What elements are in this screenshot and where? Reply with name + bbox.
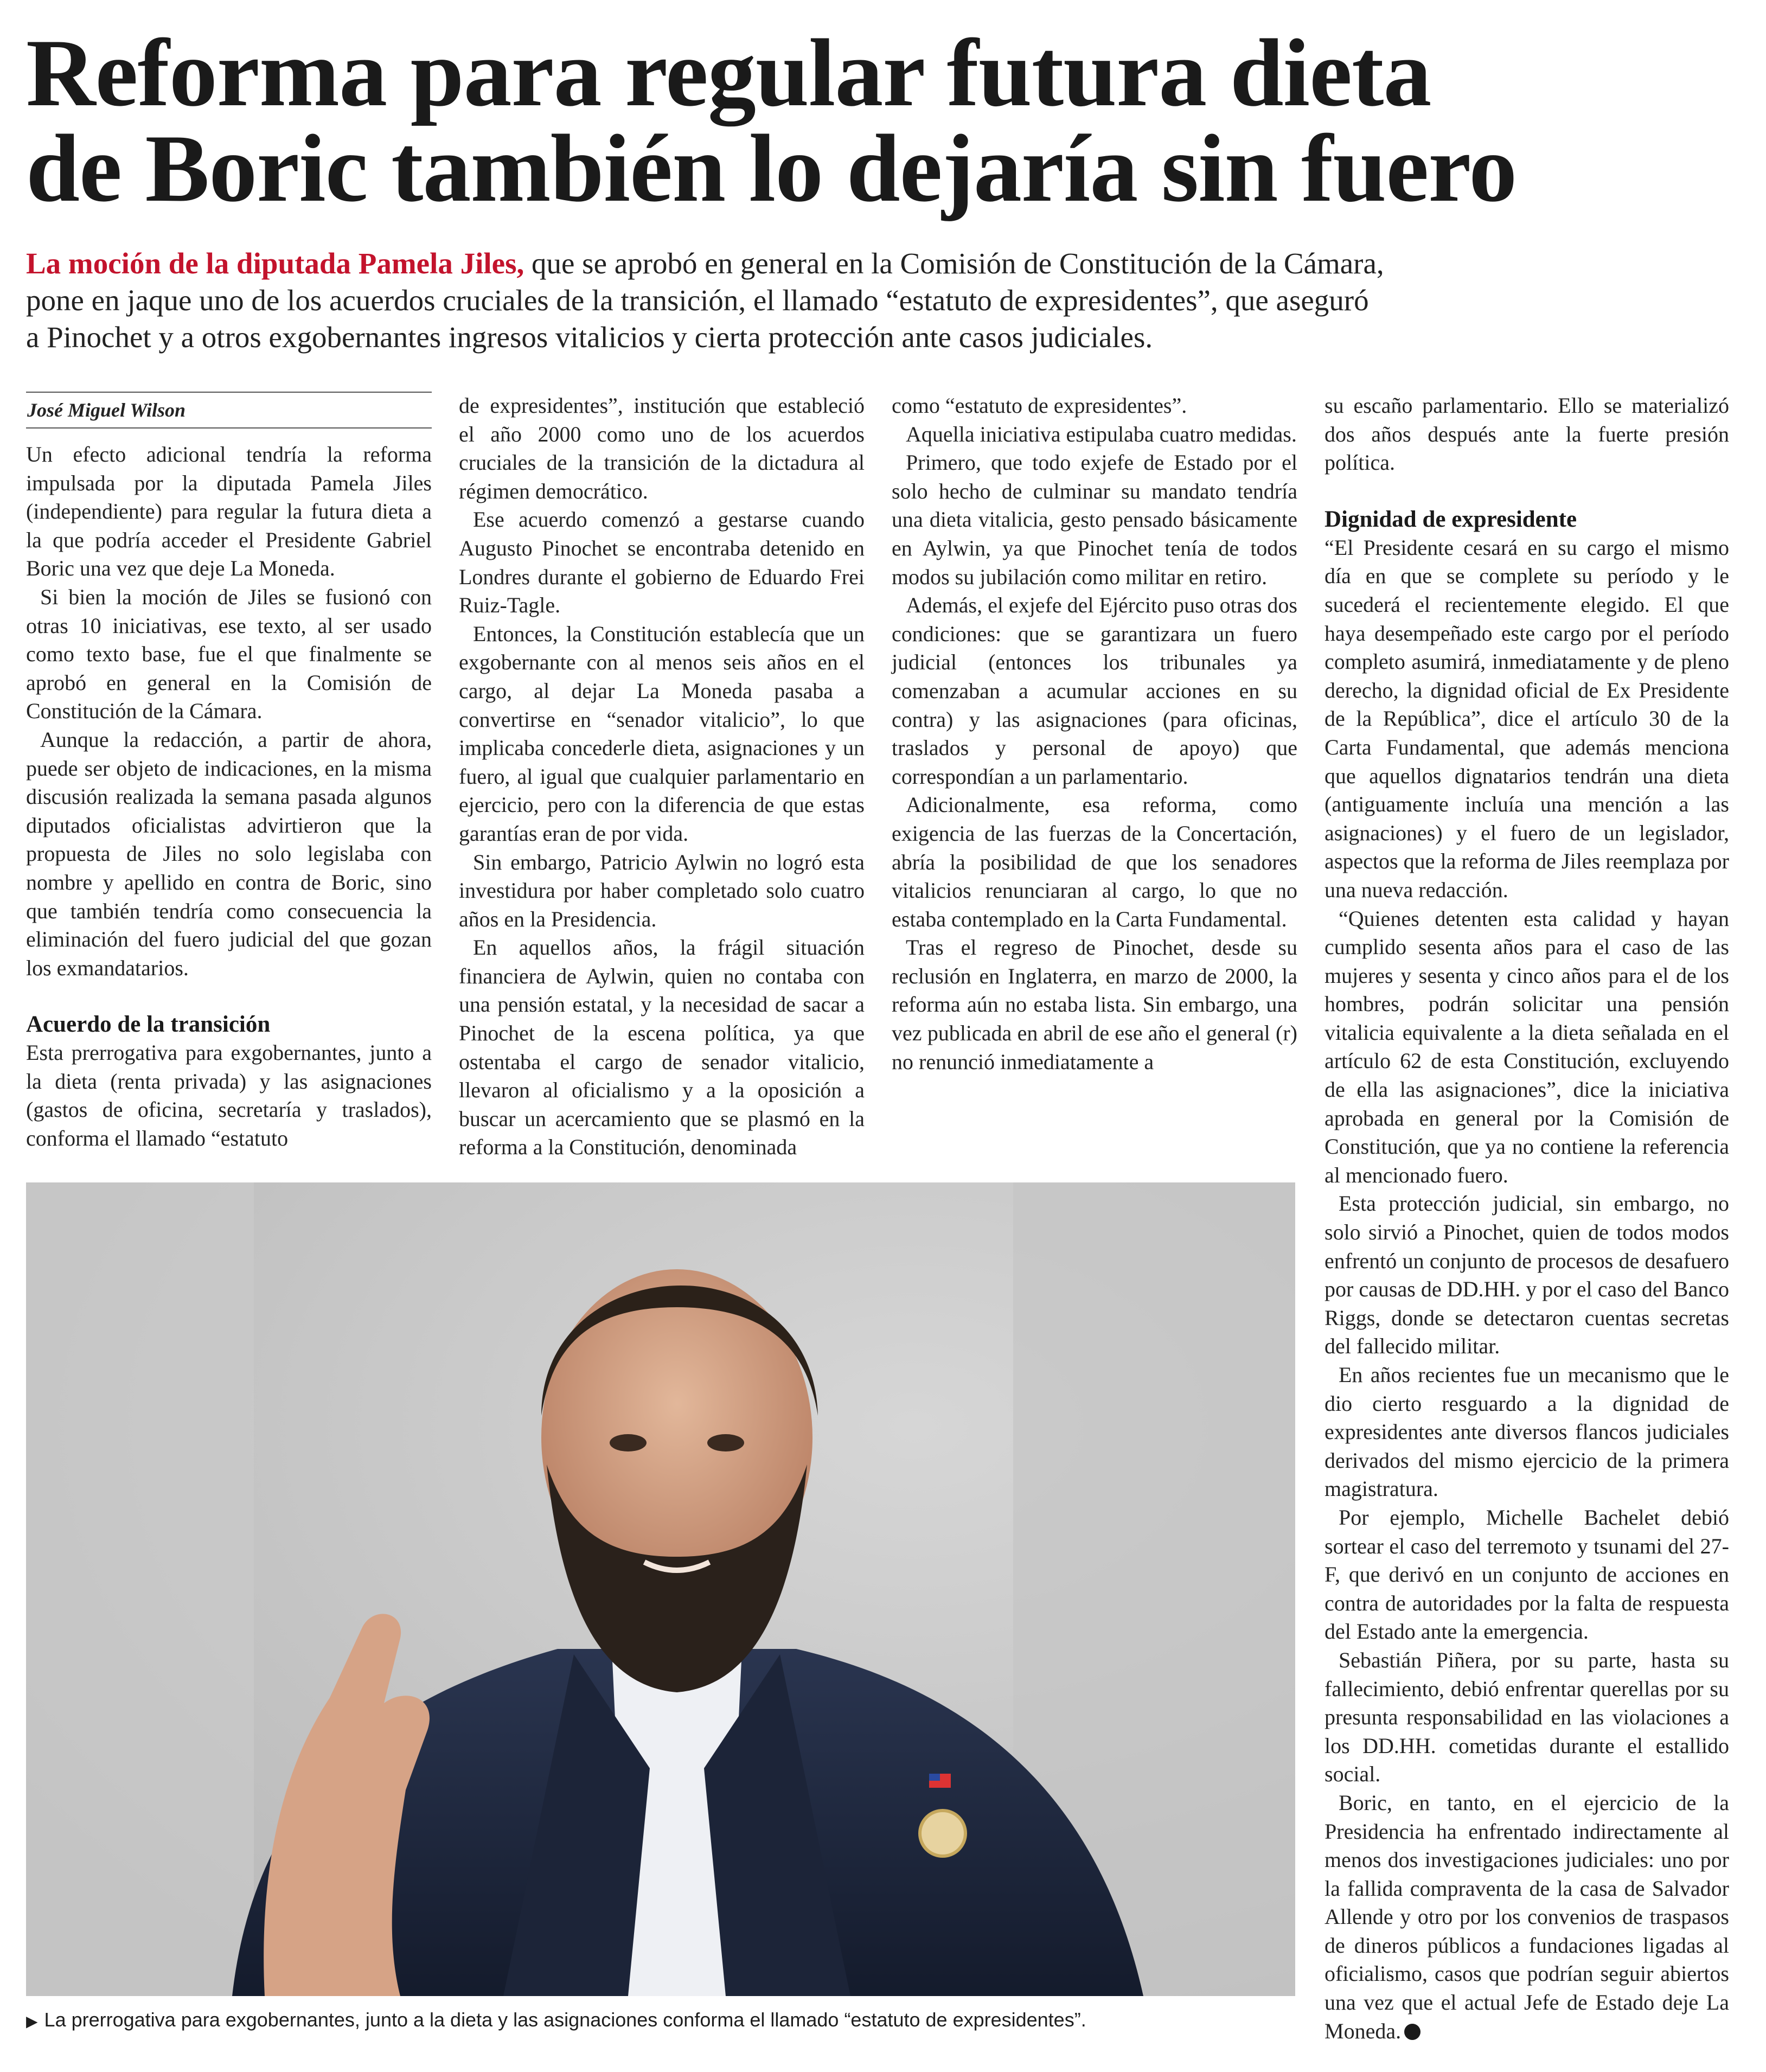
- paragraph: Aunque la redacción, a partir de ahora, puede ser objeto de indicaciones, en la misma discusión realizada la semana pasada algunos diputados oficialistas advirtieron que la propuesta de Jiles no solo legislaba con nombre y apellido en contra de Boric, sino que también tendría como consecuencia la eliminación del fuero judicial del que gozan los exmandatarios.: [26, 727, 432, 980]
- column-3: [892, 392, 1297, 1076]
- lede-line-1-rest: que se aprobó en general en la Comisión de Constitución de la Cámara,: [524, 247, 1384, 280]
- headline: [26, 19, 1653, 222]
- column-1: [26, 392, 432, 1153]
- paragraph: Sin embargo, Patricio Aylwin no logró esta investidura por haber completado solo cuatro años en la Presidencia.: [459, 849, 865, 931]
- lede-line-2: pone en jaque uno de los acuerdos cruciales de la transición, el llamado “estatuto de expresidentes”, que aseguró: [26, 284, 1369, 317]
- column-4: [1324, 392, 1729, 2045]
- paragraph: Por ejemplo, Michelle Bachelet debió sortear el caso del terremoto y tsunami del 27-F, que derivó en un conjunto de acciones en contra de autoridades por la falta de respuesta del Estado ante la emergencia.: [1324, 1505, 1729, 1644]
- subheading-transicion: Acuerdo de la transición: [26, 1012, 271, 1038]
- paragraph: Si bien la moción de Jiles se fusionó con otras 10 iniciativas, ese texto, al ser usado como texto base, fue el que finalmente se aprobó en general en la Comisión de Constitución de la Cámara.: [26, 584, 432, 724]
- paragraph: Esta prerrogativa para exgobernantes, junto a la dieta (renta privada) y las asignaciones (gastos de oficina, secretaría y traslados), conforma el llamado “estatuto: [26, 1040, 432, 1151]
- lede-line-3: a Pinochet y a otros exgobernantes ingresos vitalicios y cierta protección ante casos judiciales.: [26, 321, 1153, 354]
- paragraph: Esta protección judicial, sin embargo, no solo sirvió a Pinochet, quien de todos modos enfrentó un conjunto de procesos de desafuero por causas de DD.HH. y por el caso del Banco Riggs, donde se detectaron cuentas secretas del fallecido militar.: [1324, 1191, 1729, 1359]
- paragraph: Aquella iniciativa estipulaba cuatro medidas.: [906, 421, 1297, 446]
- paragraph: En años recientes fue un mecanismo que le dio cierto resguardo a la dignidad de expresidentes ante diversos flancos judiciales derivados del mismo ejercicio de la primera magistratura.: [1324, 1363, 1729, 1501]
- paragraph: Un efecto adicional tendría la reforma impulsada por la diputada Pamela Jiles (independiente) para regular la futura dieta a la que podría acceder el Presidente Gabriel Boric una vez que deje La Moneda.: [26, 442, 432, 581]
- paragraph: Adicionalmente, esa reforma, como exigencia de las fuerzas de la Concertación, abría la posibilidad de que los senadores vitalicios renunciaran al cargo, lo que no estaba contemplado en la Carta Fundamental.: [892, 792, 1297, 931]
- paragraph: Además, el exjefe del Ejército puso otras dos condiciones: que se garantizara un fuero judicial (entonces los tribunales ya comenzaban a acumular acciones en su contra) y las asignaciones (para oficinas, traslados y personal de apoyo) que correspondían a un parlamentario.: [892, 593, 1297, 789]
- news-photo: [26, 1182, 1295, 1996]
- lede: [26, 245, 1588, 356]
- byline: José Miguel Wilson: [26, 392, 432, 429]
- paragraph: [1324, 1789, 1729, 2045]
- paragraph: Sebastián Piñera, por su parte, hasta su fallecimiento, debió enfrentar querellas por su presunta responsabilidad en las violaciones a los DD.HH. cometidas durante el estallido social.: [1324, 1647, 1729, 1787]
- column-2: [459, 392, 865, 1162]
- paragraph-text: Boric, en tanto, en el ejercicio de la Presidencia ha enfrentado indirectamente al menos dos investigaciones judiciales: uno por la fallida compraventa de la casa de Salvador Allende y otro por los convenios de traspasos de dineros públicos a fundaciones ligadas al oficialismo, casos que podrían seguir abiertos una vez que el actual Jefe de Estado deje La Moneda.: [1324, 1790, 1729, 2043]
- paragraph: Ese acuerdo comenzó a gestarse cuando Augusto Pinochet se encontraba detenido en Londres durante el gobierno de Eduardo Frei Ruiz-Tagle.: [459, 507, 865, 618]
- headline-line-2: de Boric también lo dejaría sin fuero: [26, 114, 1517, 222]
- paragraph: Entonces, la Constitución establecía que un exgobernante con al menos seis años en el cargo, al dejar La Moneda pasaba a convertirse en “senador vitalicio”, lo que implicaba concederle dieta, asignaciones y un fuero, al igual que cualquier parlamentario en ejercicio, pero con la diferencia de que estas garantías eran de por vida.: [459, 621, 865, 846]
- paragraph: como “estatuto de expresidentes”.: [892, 393, 1187, 418]
- lede-highlight: La moción de la diputada Pamela Jiles,: [26, 247, 524, 280]
- caption-triangle-icon: ▶: [26, 2013, 38, 2030]
- end-mark-icon: [1404, 2024, 1421, 2040]
- paragraph: “El Presidente cesará en su cargo el mismo día en que se complete su período y le sucederá el recientemente elegido. El que haya desempeñado este cargo por el período completo asumirá, inmediatamente y de pleno derecho, la dignidad oficial de Ex Presidente de la República”, dice el artículo 30 de la Carta Fundamental, que además menciona que aquellos dignatarios tendrán una dieta (antiguamente incluía una mención a las asignaciones) y el fuero de un legislador, aspectos que la reforma de Jiles reemplaza por una nueva redacción.: [1324, 535, 1729, 902]
- paragraph: Tras el regreso de Pinochet, desde su reclusión en Inglaterra, en marzo de 2000, la reforma aún no estaba lista. Sin embargo, una vez publicada en abril de ese año el general (r) no renunció inmediatamente a: [892, 935, 1297, 1074]
- caption-text: La prerrogativa para exgobernantes, junto a la dieta y las asignaciones conforma el llamado “estatuto de expresidentes”.: [44, 2009, 1086, 2031]
- paragraph: “Quienes detenten esta calidad y hayan cumplido sesenta años para el caso de las mujeres y sesenta y cinco años para el de los hombres, podrán solicitar una pensión vitalicia equivalente a la dieta señalada en el artículo 62 de esta Constitución, excluyendo de ella las asignaciones”, dice la iniciativa aprobada en general por la Comisión de Constitución, que ya no contiene la referencia al mencionado fuero.: [1324, 906, 1729, 1187]
- photo-caption: [26, 2008, 1295, 2033]
- paragraph: su escaño parlamentario. Ello se materializó dos años después ante la fuerte presión política.: [1324, 393, 1729, 475]
- subheading-dignidad: Dignidad de expresidente: [1324, 506, 1577, 532]
- paragraph: En aquellos años, la frágil situación financiera de Aylwin, quien no contaba con una pensión estatal, y la necesidad de sacar a Pinochet de la escena política, ya que ostentaba el cargo de senador vitalicio, llevaron al oficialismo y a la oposición a buscar un acercamiento que se plasmó en la reforma a la Constitución, denominada: [459, 935, 865, 1160]
- paragraph: Primero, que todo exjefe de Estado por el solo hecho de culminar su mandato tendría una dieta vitalicia, gesto pensado básicamente en Aylwin, ya que Pinochet tenía de todos modos su jubilación como militar en retiro.: [892, 450, 1297, 589]
- headline-line-1: Reforma para regular futura dieta: [26, 19, 1431, 126]
- lede-line-1: [26, 245, 1588, 282]
- paragraph: de expresidentes”, institución que estableció el año 2000 como uno de los acuerdos cruciales de la transición de la dictadura al régimen democrático.: [459, 393, 865, 503]
- portrait-illustration: [26, 1182, 1295, 1996]
